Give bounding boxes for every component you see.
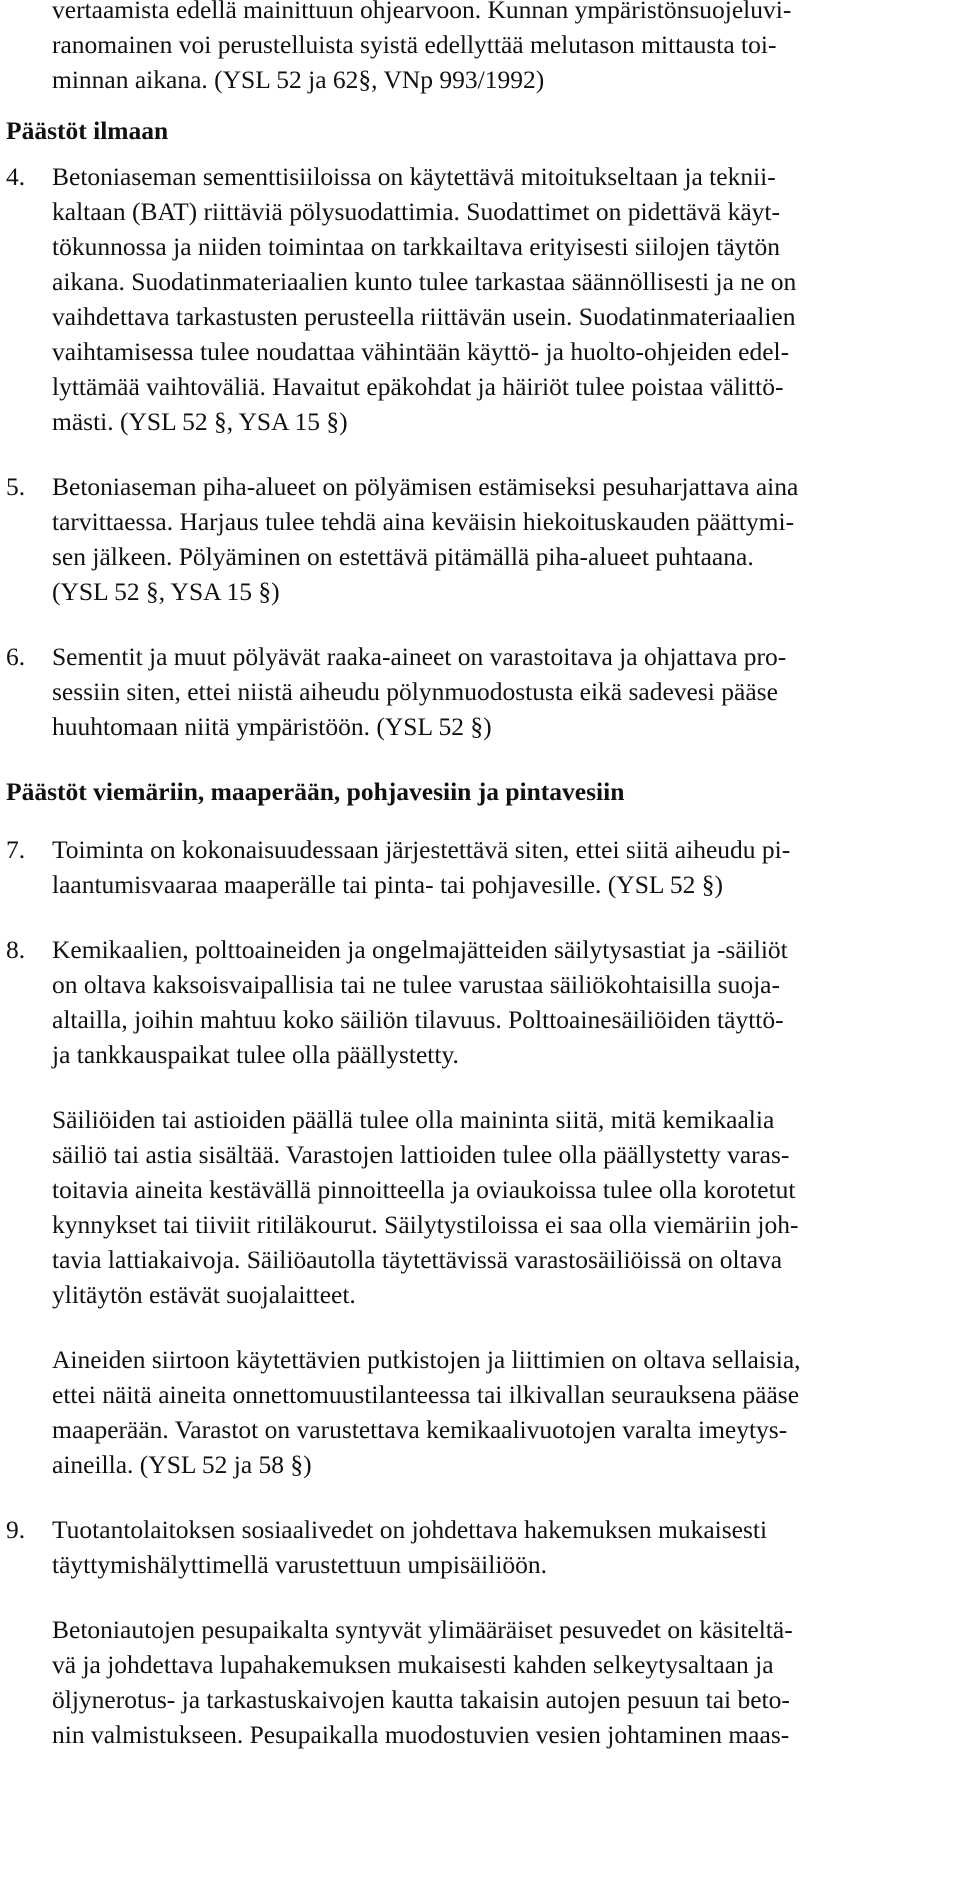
- text-line: säiliö tai astia sisältää. Varastojen lattioiden tulee olla päällystetty varas-: [52, 1140, 790, 1169]
- text-line: Tuotantolaitoksen sosiaalivedet on johdettava hakemuksen mukaisesti: [52, 1515, 768, 1544]
- intro-paragraph: [6, 0, 936, 97]
- text-line: Sementit ja muut pölyävät raaka-aineet on varastoitava ja ohjattava pro-: [52, 642, 787, 671]
- text-line: vä ja johdettava lupahakemuksen mukaisesti kahden selkeytysaltaan ja: [52, 1650, 774, 1679]
- text-line: huuhtomaan niitä ympäristöön. (YSL 52 §): [52, 712, 492, 741]
- text-line: vertaamista edellä mainittuun ohjearvoon. Kunnan ympäristönsuojeluvi-: [52, 0, 792, 24]
- list-item-5: [6, 469, 936, 609]
- list-item-8: [6, 932, 936, 1072]
- text-line: Kemikaalien, polttoaineiden ja ongelmajätteiden säilytysastiat ja -säiliöt: [52, 935, 788, 964]
- text-line: Betoniautojen pesupaikalta syntyvät ylimääräiset pesuvedet on käsiteltä-: [52, 1615, 793, 1644]
- text-line: toitavia aineita kestävällä pinnoitteella ja oviaukoissa tulee olla korotetut: [52, 1175, 796, 1204]
- section-heading-air-emissions: Päästöt ilmaan: [6, 116, 169, 145]
- list-item-7: [6, 832, 936, 902]
- text-line: mästi. (YSL 52 §, YSA 15 §): [52, 407, 348, 436]
- section-heading-water-soil-emissions: Päästöt viemäriin, maaperään, pohjavesiin ja pintavesiin: [6, 777, 625, 806]
- list-item-9: [6, 1512, 936, 1582]
- item-8-paragraph-3: [6, 1342, 936, 1482]
- text-line: Betoniaseman piha-alueet on pölyämisen estämiseksi pesuharjattava aina: [52, 472, 799, 501]
- text-line: laantumisvaaraa maaperälle tai pinta- tai pohjavesille. (YSL 52 §): [52, 870, 724, 899]
- item-number: 9.: [6, 1515, 26, 1544]
- item-number: 4.: [6, 162, 26, 191]
- item-number: 7.: [6, 835, 26, 864]
- item-8-paragraph-2: [6, 1102, 936, 1312]
- text-line: Aineiden siirtoon käytettävien putkistojen ja liittimien on oltava sellaisia,: [52, 1345, 801, 1374]
- item-number: 5.: [6, 472, 26, 501]
- text-line: ylitäytön estävät suojalaitteet.: [52, 1280, 356, 1309]
- text-line: on oltava kaksoisvaipallisia tai ne tulee varustaa säiliökohtaisilla suoja-: [52, 970, 780, 999]
- text-line: vaihtamisessa tulee noudattaa vähintään käyttö- ja huolto-ohjeiden edel-: [52, 337, 790, 366]
- text-line: aineilla. (YSL 52 ja 58 §): [52, 1450, 312, 1479]
- text-line: täyttymishälyttimellä varustettuun umpisäiliöön.: [52, 1550, 548, 1579]
- list-item-6: [6, 639, 936, 744]
- text-line: maaperään. Varastot on varustettava kemikaalivuotojen varalta imeytys-: [52, 1415, 788, 1444]
- text-line: ettei näitä aineita onnettomuustilanteessa tai ilkivallan seurauksena pääse: [52, 1380, 800, 1409]
- text-line: aikana. Suodatinmateriaalien kunto tulee tarkastaa säännöllisesti ja ne on: [52, 267, 797, 296]
- text-line: sen jälkeen. Pölyäminen on estettävä pitämällä piha-alueet puhtaana.: [52, 542, 754, 571]
- text-line: Toiminta on kokonaisuudessaan järjestettävä siten, ettei siitä aiheudu pi-: [52, 835, 791, 864]
- text-line: nin valmistukseen. Pesupaikalla muodostuvien vesien johtaminen maas-: [52, 1720, 790, 1749]
- text-line: kaltaan (BAT) riittäviä pölysuodattimia. Suodattimet on pidettävä käyt-: [52, 197, 780, 226]
- item-9-paragraph-2: [6, 1612, 936, 1752]
- text-line: Betoniaseman sementtisiiloissa on käytettävä mitoitukseltaan ja teknii-: [52, 162, 776, 191]
- text-line: (YSL 52 §, YSA 15 §): [52, 577, 280, 606]
- list-item-4: [6, 159, 936, 439]
- text-line: vaihdettava tarkastusten perusteella riittävän usein. Suodatinmateriaalien: [52, 302, 796, 331]
- item-number: 8.: [6, 935, 26, 964]
- text-line: sessiin siten, ettei niistä aiheudu pölynmuodostusta eikä sadevesi pääse: [52, 677, 778, 706]
- text-line: tökunnossa ja niiden toimintaa on tarkkailtava erityisesti siilojen täytön: [52, 232, 781, 261]
- document-page: [6, 0, 936, 1752]
- text-line: lyttämää vaihtoväliä. Havaitut epäkohdat ja häiriöt tulee poistaa välittö-: [52, 372, 784, 401]
- text-line: öljynerotus- ja tarkastuskaivojen kautta takaisin autojen pesuun tai beto-: [52, 1685, 790, 1714]
- text-line: altailla, joihin mahtuu koko säiliön tilavuus. Polttoainesäiliöiden täyttö-: [52, 1005, 784, 1034]
- text-line: tavia lattiakaivoja. Säiliöautolla täytettävissä varastosäiliöissä on oltava: [52, 1245, 783, 1274]
- text-line: ranomainen voi perustelluista syistä edellyttää melutason mittausta toi-: [52, 30, 777, 59]
- item-number: 6.: [6, 642, 26, 671]
- text-line: minnan aikana. (YSL 52 ja 62§, VNp 993/1992): [52, 65, 545, 94]
- text-line: ja tankkauspaikat tulee olla päällystetty.: [52, 1040, 459, 1069]
- text-line: kynnykset tai tiiviit ritiläkourut. Säilytystiloissa ei saa olla viemäriin joh-: [52, 1210, 799, 1239]
- text-line: tarvittaessa. Harjaus tulee tehdä aina keväisin hiekoituskauden päättymi-: [52, 507, 795, 536]
- text-line: Säiliöiden tai astioiden päällä tulee olla maininta siitä, mitä kemikaalia: [52, 1105, 775, 1134]
